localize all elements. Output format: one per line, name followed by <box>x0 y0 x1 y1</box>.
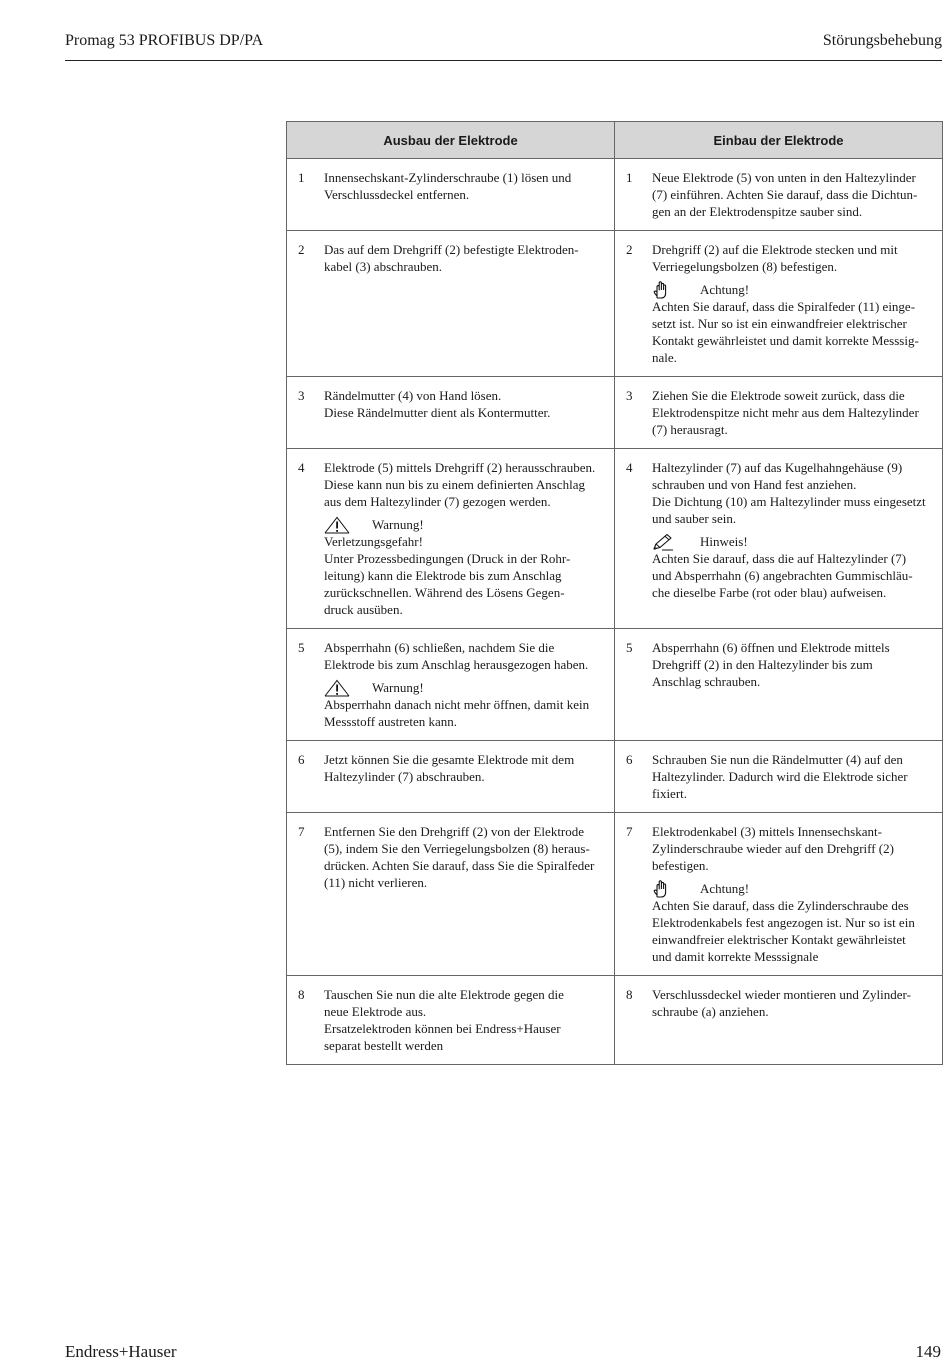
right-cell <box>615 629 943 741</box>
note-head <box>652 281 932 298</box>
step-text <box>652 823 932 965</box>
step-text <box>324 241 604 275</box>
note-line: Kontakt gewährleistet und damit korrekte Messsig- <box>652 333 919 348</box>
step-line: Haltezylinder (7) auf das Kugelhahngehäuse (9) <box>652 460 903 475</box>
note-head <box>652 533 932 550</box>
note-line: Achten Sie darauf, dass die Spiralfeder (11) einge- <box>652 299 916 314</box>
note-line: Unter Prozessbedingungen (Druck in der Rohr- <box>324 551 571 566</box>
step-cell <box>615 751 932 802</box>
step-line: Ersatzelektroden können bei Endress+Hauser <box>324 1021 561 1036</box>
note-head <box>324 679 604 696</box>
table-row <box>287 741 943 813</box>
step-line: Drehgriff (2) auf die Elektrode stecken und mit <box>652 242 898 257</box>
step-text <box>652 387 932 438</box>
step-line: Jetzt können Sie die gesamte Elektrode mit dem <box>324 752 575 767</box>
left-cell <box>287 231 615 377</box>
note-line: setzt ist. Nur so ist ein einwandfreier elektrischer <box>652 316 907 331</box>
note-line: Achten Sie darauf, dass die auf Haltezylinder (7) <box>652 551 907 566</box>
step-line: Das auf dem Drehgriff (2) befestigte Elektroden- <box>324 242 579 257</box>
left-cell <box>287 449 615 629</box>
step-text <box>324 639 604 730</box>
step-line: Tauschen Sie nun die alte Elektrode gegen die <box>324 987 564 1002</box>
step-line: Absperrhahn (6) öffnen und Elektrode mittels <box>652 640 890 655</box>
step-text <box>324 986 604 1054</box>
step-line: Die Dichtung (10) am Haltezylinder muss eingesetzt <box>652 494 926 509</box>
note-block <box>652 533 932 601</box>
step-cell <box>615 459 932 601</box>
step-line: fixiert. <box>652 786 688 801</box>
note-line: Absperrhahn danach nicht mehr öffnen, damit kein <box>324 697 590 712</box>
electrode-steps-table <box>286 121 943 1065</box>
table-row <box>287 377 943 449</box>
step-line: Entfernen Sie den Drehgriff (2) von der Elektrode <box>324 824 585 839</box>
step-line: Elektrode (5) mittels Drehgriff (2) herausschrauben. <box>324 460 596 475</box>
note-line: Elektrodenkabels fest angezogen ist. Nur so ist ein <box>652 915 915 930</box>
note-block <box>652 281 932 366</box>
note-title: Achtung! <box>700 282 750 297</box>
note-block <box>324 516 604 618</box>
table-row <box>287 449 943 629</box>
step-number: 6 <box>298 752 305 767</box>
step-cell <box>287 986 604 1054</box>
step-line: aus dem Haltezylinder (7) gezogen werden. <box>324 494 551 509</box>
step-text <box>652 639 932 690</box>
step-line: Diese kann nun bis zu einem definierten Anschlag <box>324 477 586 492</box>
step-line: Elektrodenkabel (3) mittels Innensechskant- <box>652 824 882 839</box>
step-text <box>324 751 604 785</box>
note-line: leitung) kann die Elektrode bis zum Anschlag <box>324 568 562 583</box>
step-line: schraube (a) anziehen. <box>652 1004 769 1019</box>
note-title: Warnung! <box>372 680 424 695</box>
step-cell <box>615 387 932 438</box>
note-line: druck ausüben. <box>324 602 403 617</box>
step-line: Schrauben Sie nun die Rändelmutter (4) auf den <box>652 752 903 767</box>
step-line: (7) einführen. Achten Sie darauf, dass die Dichtun- <box>652 187 918 202</box>
left-cell <box>287 377 615 449</box>
step-line: Drehgriff (2) in den Haltezylinder bis zum <box>652 657 873 672</box>
note-title: Hinweis! <box>700 534 748 549</box>
step-number: 5 <box>626 640 633 655</box>
hand-icon <box>652 281 700 299</box>
page-number: 149 <box>915 1342 941 1361</box>
step-number: 3 <box>626 388 633 403</box>
right-cell <box>615 449 943 629</box>
step-cell <box>287 241 604 275</box>
step-line: kabel (3) abschrauben. <box>324 259 443 274</box>
column-header-installation: Einbau der Elektrode <box>615 122 943 159</box>
note-line: Messstoff austreten kann. <box>324 714 457 729</box>
step-line: Neue Elektrode (5) von unten in den Haltezylinder <box>652 170 916 185</box>
step-number: 5 <box>298 640 305 655</box>
step-text <box>652 986 932 1020</box>
table-row <box>287 159 943 231</box>
step-number: 6 <box>626 752 633 767</box>
step-number: 1 <box>298 170 305 185</box>
note-line: einwandfreier elektrischer Kontakt gewährleistet <box>652 932 906 947</box>
step-text <box>652 751 932 802</box>
step-cell <box>287 823 604 891</box>
table-row <box>287 813 943 976</box>
page-header <box>65 32 942 61</box>
note-line: nale. <box>652 350 677 365</box>
step-line: und sauber sein. <box>652 511 737 526</box>
document-title: Promag 53 PROFIBUS DP/PA <box>65 32 264 49</box>
step-line: Verschlussdeckel wieder montieren und Zylinder- <box>652 987 911 1002</box>
step-line: (11) nicht verlieren. <box>324 875 428 890</box>
note-block <box>324 679 604 730</box>
step-text <box>652 241 932 366</box>
step-line: Zylinderschraube wieder auf den Drehgriff (2) <box>652 841 894 856</box>
left-cell <box>287 629 615 741</box>
note-title: Warnung! <box>372 517 424 532</box>
step-text <box>324 823 604 891</box>
step-text <box>652 169 932 220</box>
step-cell <box>287 169 604 203</box>
step-line: neue Elektrode aus. <box>324 1004 427 1019</box>
step-text <box>324 169 604 203</box>
note-line: Achten Sie darauf, dass die Zylinderschraube des <box>652 898 909 913</box>
right-cell <box>615 231 943 377</box>
step-line: separat bestellt werden <box>324 1038 444 1053</box>
step-number: 2 <box>626 242 633 257</box>
step-line: Ziehen Sie die Elektrode soweit zurück, dass die <box>652 388 905 403</box>
step-line: Absperrhahn (6) schließen, nachdem Sie die <box>324 640 555 655</box>
step-text <box>324 387 604 421</box>
step-line: Elektrode bis zum Anschlag herausgezogen haben. <box>324 657 589 672</box>
right-cell <box>615 741 943 813</box>
step-line: Anschlag schrauben. <box>652 674 761 689</box>
step-number: 4 <box>626 460 633 475</box>
table-row <box>287 231 943 377</box>
footer-brand: Endress+Hauser <box>65 1342 177 1361</box>
warning-icon <box>324 516 372 534</box>
step-cell <box>287 639 604 730</box>
step-cell <box>615 169 932 220</box>
step-cell <box>287 459 604 618</box>
right-cell <box>615 377 943 449</box>
step-cell <box>615 639 932 690</box>
step-line: Innensechskant-Zylinderschraube (1) lösen und <box>324 170 572 185</box>
step-number: 2 <box>298 242 305 257</box>
step-cell <box>615 241 932 366</box>
step-line: drücken. Achten Sie darauf, dass Sie die Spiralfeder <box>324 858 595 873</box>
table-row <box>287 629 943 741</box>
note-head <box>324 516 604 533</box>
step-line: schrauben und von Hand fest anziehen. <box>652 477 857 492</box>
step-cell <box>287 387 604 421</box>
left-cell <box>287 159 615 231</box>
step-line: Haltezylinder. Dadurch wird die Elektrode sicher <box>652 769 908 784</box>
note-line: zurückschnellen. Während des Lösens Gegen- <box>324 585 565 600</box>
left-cell <box>287 813 615 976</box>
note-line: und damit korrekte Messsignale <box>652 949 819 964</box>
step-line: Elektrodenspitze nicht mehr aus dem Haltezylinder <box>652 405 919 420</box>
table-header-row <box>287 122 943 159</box>
step-line: (5), indem Sie den Verriegelungsbolzen (8) heraus- <box>324 841 590 856</box>
table-row <box>287 976 943 1065</box>
step-line: gen an der Elektrodenspitze sauber sind. <box>652 204 863 219</box>
right-cell <box>615 976 943 1065</box>
right-cell <box>615 159 943 231</box>
step-line: Rändelmutter (4) von Hand lösen. <box>324 388 502 403</box>
step-number: 7 <box>626 824 633 839</box>
step-line: Diese Rändelmutter dient als Kontermutter. <box>324 405 551 420</box>
note-block <box>652 880 932 965</box>
step-cell <box>287 751 604 785</box>
step-text <box>652 459 932 601</box>
step-number: 3 <box>298 388 305 403</box>
left-cell <box>287 976 615 1065</box>
step-line: Verschlussdeckel entfernen. <box>324 187 470 202</box>
warning-icon <box>324 679 372 697</box>
step-number: 8 <box>298 987 305 1002</box>
step-line: befestigen. <box>652 858 709 873</box>
hand-icon <box>652 880 700 898</box>
step-line: (7) herausragt. <box>652 422 728 437</box>
left-cell <box>287 741 615 813</box>
step-number: 8 <box>626 987 633 1002</box>
note-title: Achtung! <box>700 881 750 896</box>
step-text <box>324 459 604 618</box>
step-number: 4 <box>298 460 305 475</box>
step-line: Haltezylinder (7) abschrauben. <box>324 769 485 784</box>
step-number: 1 <box>626 170 633 185</box>
step-number: 7 <box>298 824 305 839</box>
pencil-icon <box>652 533 700 551</box>
step-line: Verriegelungsbolzen (8) befestigen. <box>652 259 838 274</box>
right-cell <box>615 813 943 976</box>
note-line: Verletzungsgefahr! <box>324 534 423 549</box>
step-cell <box>615 986 932 1020</box>
note-line: und Absperrhahn (6) angebrachten Gummischläu- <box>652 568 913 583</box>
note-head <box>652 880 932 897</box>
step-cell <box>615 823 932 965</box>
section-title: Störungsbehebung <box>822 32 942 49</box>
note-line: che dieselbe Farbe (rot oder blau) aufweisen. <box>652 585 887 600</box>
column-header-removal: Ausbau der Elektrode <box>287 122 615 159</box>
